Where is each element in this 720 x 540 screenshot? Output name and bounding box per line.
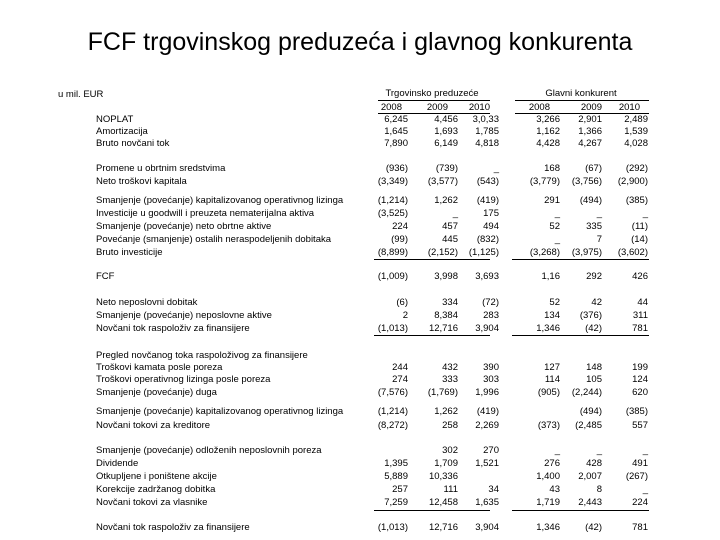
cell-value: 258: [442, 420, 458, 431]
table-row: [0, 420, 720, 432]
cell-value: 44: [637, 297, 648, 308]
cell-value: 1,262: [434, 406, 458, 417]
cell-value: (2,152): [427, 247, 458, 258]
table-row: [0, 323, 720, 335]
cell-value: (292): [625, 163, 648, 174]
cell-value: 175: [483, 208, 499, 219]
cell-value: (14): [631, 234, 648, 245]
cell-value: 52: [549, 221, 560, 232]
row-label: Smanjenje (povećanje) kapitalizovanog operativnog lizinga: [96, 406, 344, 417]
cell-value: (494): [579, 195, 602, 206]
cell-value: 6,245: [384, 114, 408, 125]
cell-value: (7,576): [377, 387, 408, 398]
cell-value: 333: [442, 374, 458, 385]
subtotal-rule: [512, 510, 649, 511]
year-header: 2008: [528, 102, 550, 113]
cell-value: 124: [632, 374, 648, 385]
cell-value: 334: [442, 297, 458, 308]
year-header: 2009: [426, 102, 448, 113]
cell-value: (419): [476, 406, 499, 417]
cell-value: 491: [632, 458, 648, 469]
cell-value: 1,16: [541, 271, 560, 282]
row-label: Novčani tokovi za kreditore: [96, 420, 211, 431]
table-row: [0, 458, 720, 470]
table-row: [0, 297, 720, 309]
cell-value: 311: [632, 310, 648, 321]
subtotal-rule: [512, 335, 649, 336]
cell-value: _: [554, 234, 560, 245]
cell-value: 224: [392, 221, 408, 232]
cell-value: (1,013): [377, 323, 408, 334]
cell-value: 6,149: [434, 138, 458, 149]
cell-value: 445: [442, 234, 458, 245]
table-row: [0, 387, 720, 399]
table-row: [0, 114, 720, 126]
cell-value: 4,028: [624, 138, 648, 149]
cell-value: 3,693: [475, 271, 499, 282]
cell-value: (739): [435, 163, 458, 174]
table-row: [0, 362, 720, 374]
cell-value: 1,346: [536, 323, 560, 334]
cell-value: 12,716: [428, 522, 458, 533]
cell-value: _: [596, 445, 602, 456]
cell-value: 3,0,33: [472, 114, 499, 125]
row-label: NOPLAT: [96, 114, 134, 125]
cell-value: (1,009): [377, 271, 408, 282]
cell-value: 7: [596, 234, 602, 245]
cell-value: 168: [544, 163, 560, 174]
row-label: Smanjenje (povećanje) odloženih neposlovnih poreza: [96, 445, 322, 456]
cell-value: (42): [585, 323, 602, 334]
cell-value: 1,262: [434, 195, 458, 206]
cell-value: 1,366: [578, 126, 602, 137]
cell-value: _: [452, 208, 458, 219]
cell-value: 244: [392, 362, 408, 373]
cell-value: (419): [476, 195, 499, 206]
cell-value: 1,635: [475, 497, 499, 508]
row-label: Novčani tok raspoloživ za finansijere: [96, 522, 250, 533]
group-underline-trgovinsko: [378, 100, 490, 101]
cell-value: 2,007: [578, 471, 602, 482]
row-label: Troškovi operativnog lizinga posle poreza: [96, 374, 271, 385]
cell-value: (72): [482, 297, 499, 308]
cell-value: (3,349): [377, 176, 408, 187]
cell-value: 3,998: [434, 271, 458, 282]
cell-value: (1,214): [377, 195, 408, 206]
row-label: Investicije u goodwill i preuzeta nematerijalna aktiva: [96, 208, 315, 219]
table-row: [0, 497, 720, 509]
row-label: Novčani tok raspoloživ za finansijere: [96, 323, 250, 334]
cell-value: (1,769): [427, 387, 458, 398]
cell-value: 43: [549, 484, 560, 495]
cell-value: 1,400: [536, 471, 560, 482]
cell-value: (3,756): [571, 176, 602, 187]
table-row: [0, 176, 720, 188]
table-row: [0, 234, 720, 246]
table-row: [0, 484, 720, 496]
cell-value: 7,259: [384, 497, 408, 508]
table-row: [0, 271, 720, 283]
row-label: Korekcije zadržanog dobitka: [96, 484, 216, 495]
cell-value: 274: [392, 374, 408, 385]
cell-value: (936): [385, 163, 408, 174]
cell-value: 426: [632, 271, 648, 282]
cell-value: 781: [632, 522, 648, 533]
cell-value: 292: [586, 271, 602, 282]
cell-value: (494): [579, 406, 602, 417]
group-underline-glavni: [515, 100, 649, 101]
cell-value: (2,900): [617, 176, 648, 187]
cell-value: 257: [392, 484, 408, 495]
cell-value: 303: [483, 374, 499, 385]
cell-value: 111: [443, 484, 458, 495]
table-row: [0, 522, 720, 534]
cell-value: (373): [537, 420, 560, 431]
cell-value: (2,485: [575, 420, 602, 431]
row-label: Amortizacija: [96, 126, 148, 137]
cell-value: (385): [625, 195, 648, 206]
cell-value: 1,645: [384, 126, 408, 137]
unit-label: u mil. EUR: [58, 89, 104, 100]
cell-value: 1,539: [624, 126, 648, 137]
year-header: 2010: [618, 102, 640, 113]
cell-value: 302: [442, 445, 458, 456]
row-label: Bruto novčani tok: [96, 138, 170, 149]
cell-value: (1,125): [468, 247, 499, 258]
cell-value: 199: [632, 362, 648, 373]
row-label: Smanjenje (povećanje) neposlovne aktive: [96, 310, 272, 321]
cell-value: 4,428: [536, 138, 560, 149]
cell-value: (267): [625, 471, 648, 482]
cell-value: 148: [586, 362, 602, 373]
cell-value: 3,904: [475, 323, 499, 334]
table-row: [0, 208, 720, 220]
cell-value: 5,889: [384, 471, 408, 482]
subtotal-rule: [374, 335, 490, 336]
cell-value: (2,244): [571, 387, 602, 398]
cell-value: 114: [544, 374, 560, 385]
table-row: [0, 310, 720, 322]
cell-value: (67): [585, 163, 602, 174]
cell-value: 283: [483, 310, 499, 321]
cell-value: 1,162: [536, 126, 560, 137]
cell-value: 276: [544, 458, 560, 469]
cell-value: (42): [585, 522, 602, 533]
cell-value: _: [642, 484, 648, 495]
cell-value: 3,904: [475, 522, 499, 533]
cell-value: 494: [483, 221, 499, 232]
cell-value: 781: [632, 323, 648, 334]
cell-value: 1,395: [384, 458, 408, 469]
table-row: [0, 138, 720, 150]
year-header: 2010: [468, 102, 490, 113]
cell-value: _: [554, 208, 560, 219]
cell-value: (3,577): [427, 176, 458, 187]
cell-value: 52: [549, 297, 560, 308]
row-label: Smanjenje (povećanje) neto obrtne aktive: [96, 221, 272, 232]
cell-value: 2,443: [578, 497, 602, 508]
cell-value: 7,890: [384, 138, 408, 149]
cell-value: 4,818: [475, 138, 499, 149]
cell-value: _: [554, 445, 560, 456]
cell-value: (6): [396, 297, 408, 308]
cell-value: _: [596, 208, 602, 219]
subtotal-rule: [512, 259, 649, 260]
row-label: Novčani tokovi za vlasnike: [96, 497, 208, 508]
cell-value: 134: [544, 310, 560, 321]
group-header-trgovinsko: Trgovinsko preduzeće: [385, 88, 479, 99]
cell-value: 1,785: [475, 126, 499, 137]
cell-value: 335: [586, 221, 602, 232]
row-label: Smanjenje (povećanje) duga: [96, 387, 217, 398]
row-label: Neto troškovi kapitala: [96, 176, 187, 187]
cell-value: (11): [631, 221, 648, 232]
table-row: [0, 195, 720, 207]
cell-value: (1,214): [377, 406, 408, 417]
cell-value: 42: [591, 297, 602, 308]
cell-value: (3,975): [571, 247, 602, 258]
cell-value: _: [493, 163, 499, 174]
row-label: Smanjenje (povećanje) kapitalizovanog operativnog lizinga: [96, 195, 344, 206]
row-label: Neto neposlovni dobitak: [96, 297, 198, 308]
subtotal-rule: [374, 510, 490, 511]
cell-value: 1,709: [434, 458, 458, 469]
row-label: FCF: [96, 271, 115, 282]
cell-value: 270: [483, 445, 499, 456]
cell-value: 10,336: [428, 471, 458, 482]
subtotal-rule: [374, 259, 490, 260]
cell-value: 34: [488, 484, 499, 495]
cell-value: _: [642, 445, 648, 456]
cell-value: 2,489: [624, 114, 648, 125]
cell-value: 2,901: [578, 114, 602, 125]
cell-value: (543): [476, 176, 499, 187]
cell-value: 224: [632, 497, 648, 508]
cell-value: 2,269: [475, 420, 499, 431]
cell-value: 1,693: [434, 126, 458, 137]
cell-value: 4,267: [578, 138, 602, 149]
row-label: Povećanje (smanjenje) ostalih neraspodeljenih dobitaka: [96, 234, 332, 245]
cell-value: 428: [586, 458, 602, 469]
cell-value: 127: [544, 362, 560, 373]
cell-value: 2: [402, 310, 408, 321]
year-header: 2008: [380, 102, 402, 113]
table-row: [0, 445, 720, 457]
year-header: 2009: [580, 102, 602, 113]
table-row: [0, 221, 720, 233]
cell-value: (3,525): [377, 208, 408, 219]
row-label: Troškovi kamata posle poreza: [96, 362, 223, 373]
cell-value: 1,346: [536, 522, 560, 533]
cell-value: 12,716: [428, 323, 458, 334]
cell-value: (385): [625, 406, 648, 417]
row-label: Promene u obrtnim sredstvima: [96, 163, 226, 174]
cell-value: (1,013): [377, 522, 408, 533]
cell-value: 105: [586, 374, 602, 385]
cell-value: (99): [391, 234, 408, 245]
cell-value: (8,272): [377, 420, 408, 431]
cell-value: 4,456: [434, 114, 458, 125]
cell-value: 8,384: [434, 310, 458, 321]
cell-value: (905): [537, 387, 560, 398]
cell-value: 291: [544, 195, 560, 206]
cell-value: 620: [632, 387, 648, 398]
table-row: [0, 471, 720, 483]
cell-value: 1,996: [475, 387, 499, 398]
cell-value: 3,266: [536, 114, 560, 125]
cell-value: 390: [483, 362, 499, 373]
cell-value: 557: [632, 420, 648, 431]
cell-value: (376): [579, 310, 602, 321]
row-label: Dividende: [96, 458, 139, 469]
table-row: [0, 247, 720, 259]
cell-value: 12,458: [428, 497, 458, 508]
cell-value: 432: [442, 362, 458, 373]
table-row: [0, 126, 720, 138]
cell-value: 8: [596, 484, 602, 495]
cell-value: (3,268): [529, 247, 560, 258]
cell-value: (832): [476, 234, 499, 245]
cell-value: 457: [442, 221, 458, 232]
cell-value: (3,602): [617, 247, 648, 258]
cell-value: (8,899): [377, 247, 408, 258]
cell-value: (3,779): [529, 176, 560, 187]
group-header-glavni: Glavni konkurent: [545, 88, 617, 99]
row-label: Bruto investicije: [96, 247, 163, 258]
table-row: [0, 374, 720, 386]
cell-value: _: [642, 208, 648, 219]
row-label: Otkupljene i poništene akcije: [96, 471, 217, 482]
section-header: Pregled novčanog toka raspoloživog za finansijere: [96, 350, 308, 361]
cell-value: 1,521: [475, 458, 499, 469]
cell-value: 1,719: [536, 497, 560, 508]
page-title: FCF trgovinskog preduzeća i glavnog konkurenta: [87, 28, 633, 56]
table-row: [0, 163, 720, 175]
table-row: [0, 406, 720, 418]
